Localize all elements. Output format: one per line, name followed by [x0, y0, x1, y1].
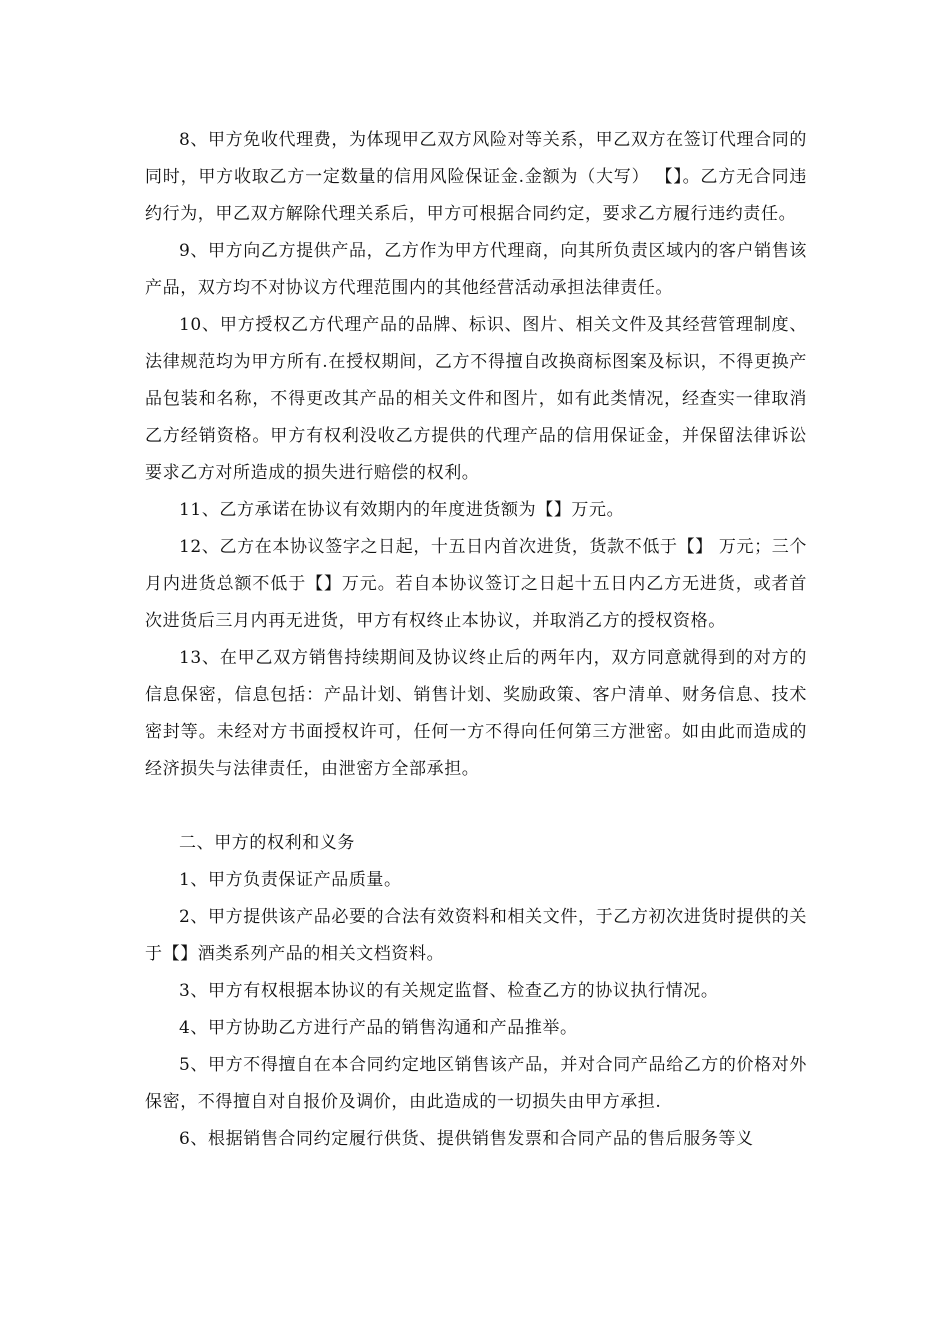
clause-9: 9、甲方向乙方提供产品，乙方作为甲方代理商，向其所负责区域内的客户销售该产品，双方均不对协议方代理范围内的其他经营活动承担法律责任。 [145, 241, 807, 298]
clause-10: 10、甲方授权乙方代理产品的品牌、标识、图片、相关文件及其经营管理制度、法律规范均为甲方所有.在授权期间，乙方不得擅自改换商标图案及标识，不得更换产品包装和名称，不得更改其产品的相关文件和图片，如有此类情况，经查实一律取消乙方经销资格。甲方有权利没收乙方提供的代理产品的信用保证金，并保留法律诉讼要求乙方对所造成的损失进行赔偿的权利。 [145, 315, 807, 483]
party-a-clause-5: 5、甲方不得擅自在本合同约定地区销售该产品，并对合同产品给乙方的价格对外保密，不得擅自对自报价及调价，由此造成的一切损失由甲方承担. [145, 1055, 807, 1112]
clause-12: 12、乙方在本协议签字之日起，十五日内首次进货，货款不低于【】 万元；三个月内进货总额不低于【】万元。若自本协议签订之日起十五日内乙方无进货，或者首次进货后三月内再无进货，甲方有权终止本协议，并取消乙方的授权资格。 [145, 537, 807, 631]
party-a-clause-2: 2、甲方提供该产品必要的合法有效资料和相关文件，于乙方初次进货时提供的关于【】酒类系列产品的相关文档资料。 [145, 907, 807, 964]
clause-13: 13、在甲乙双方销售持续期间及协议终止后的两年内，双方同意就得到的对方的信息保密，信息包括：产品计划、销售计划、奖励政策、客户清单、财务信息、技术密封等。未经对方书面授权许可，任何一方不得向任何第三方泄密。如由此而造成的经济损失与法律责任，由泄密方全部承担。 [145, 648, 807, 779]
document-body [145, 122, 807, 1158]
section-spacer [145, 788, 807, 825]
party-a-clause-4: 4、甲方协助乙方进行产品的销售沟通和产品推举。 [179, 1018, 578, 1038]
section-heading: 二、甲方的权利和义务 [179, 833, 355, 853]
party-a-clause-3: 3、甲方有权根据本协议的有关规定监督、检查乙方的协议执行情况。 [179, 981, 719, 1001]
clause-11: 11、乙方承诺在协议有效期内的年度进货额为【】万元。 [179, 500, 625, 520]
clause-8: 8、甲方免收代理费，为体现甲乙双方风险对等关系，甲乙双方在签订代理合同的同时，甲方收取乙方一定数量的信用风险保证金.金额为（大写） 【】。乙方无合同违约行为，甲乙双方解除代理关系后，甲方可根据合同约定，要求乙方履行违约责任。 [145, 130, 807, 224]
party-a-clause-6: 6、根据销售合同约定履行供货、提供销售发票和合同产品的售后服务等义 [179, 1129, 754, 1149]
party-a-clause-1: 1、甲方负责保证产品质量。 [179, 870, 402, 890]
